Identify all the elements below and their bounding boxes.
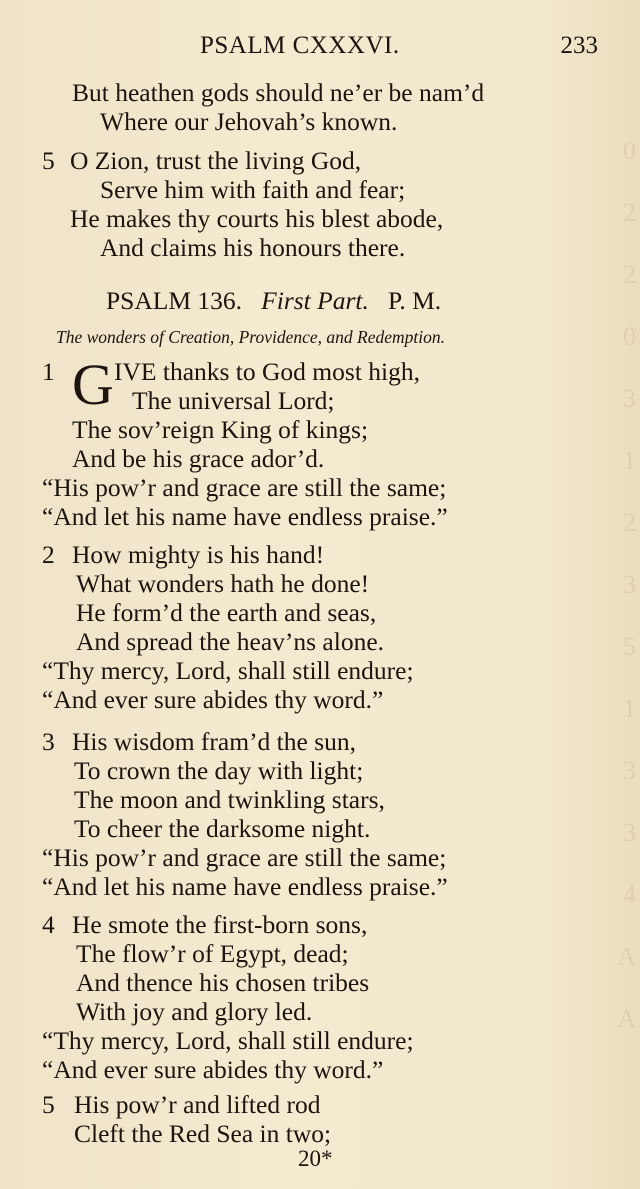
verse-line: “His pow’r and grace are still the same; [42,843,447,872]
signature-mark: 20* [298,1146,333,1171]
psalm-meter: P. M. [387,286,442,315]
verse-line: “And ever sure abides thy word.” [42,1055,384,1084]
verse-line: What wonders hath he done! [76,569,370,598]
verse-line: With joy and glory led. [76,997,313,1026]
verse-line: The universal Lord; [132,386,335,415]
stanza-number: 1 [42,357,55,386]
stanza-number: 5 [42,1090,55,1119]
page-header [0,32,640,62]
page-number: 233 [560,32,598,59]
psalm-part: First Part. [261,286,369,315]
verse-line: And be his grace ador’d. [72,444,325,473]
verse-line: He smote the first-born sons, [72,910,368,939]
verse-line: His pow’r and lifted rod [74,1090,321,1119]
verse-line: And claims his honours there. [100,233,406,262]
verse-line: O Zion, trust the living God, [70,146,362,175]
verse-line: “Thy mercy, Lord, shall still endure; [42,656,414,685]
show-through-text: 0 2 2 0 3 1 2 3 5 1 3 3 4 A A [617,136,636,1033]
verse-line: “And let his name have endless praise.” [42,502,448,531]
verse-line: “His pow’r and grace are still the same; [42,473,447,502]
verse-line: Cleft the Red Sea in two; [74,1119,332,1148]
verse-line: Where our Jehovah’s known. [100,107,398,136]
verse-line: “And let his name have endless praise.” [42,872,448,901]
verse-line: IVE thanks to God most high, [114,357,420,386]
verse-line: Serve him with faith and fear; [100,175,406,204]
verse-line: The sov’reign King of kings; [72,415,369,444]
verse-line: “And ever sure abides thy word.” [42,685,384,714]
stanza-number: 3 [42,727,55,756]
verse-line: To crown the day with light; [74,756,364,785]
verse-line: His wisdom fram’d the sun, [72,727,357,756]
drop-cap: G [72,352,114,417]
running-title: PSALM CXXXVI. [200,32,400,59]
stanza-number: 5 [42,146,55,175]
stanza-number: 4 [42,910,55,939]
verse-line: But heathen gods should ne’er be nam’d [72,78,485,107]
verse-line: And spread the heav’ns alone. [76,627,385,656]
verse-line: How mighty is his hand! [72,540,325,569]
verse-line: The flow’r of Egypt, dead; [76,939,349,968]
verse-line: “Thy mercy, Lord, shall still endure; [42,1026,414,1055]
verse-line: And thence his chosen tribes [76,968,370,997]
psalm-number: PSALM 136. [106,286,243,315]
verse-line: He makes thy courts his blest abode, [70,204,444,233]
verse-line: He form’d the earth and seas, [76,598,377,627]
psalm-heading [106,286,441,316]
verse-line: The moon and twinkling stars, [74,785,385,814]
verse-line: To cheer the darksome night. [74,814,371,843]
stanza-number: 2 [42,540,55,569]
psalm-subtitle: The wonders of Creation, Providence, and Redemption. [56,327,445,347]
